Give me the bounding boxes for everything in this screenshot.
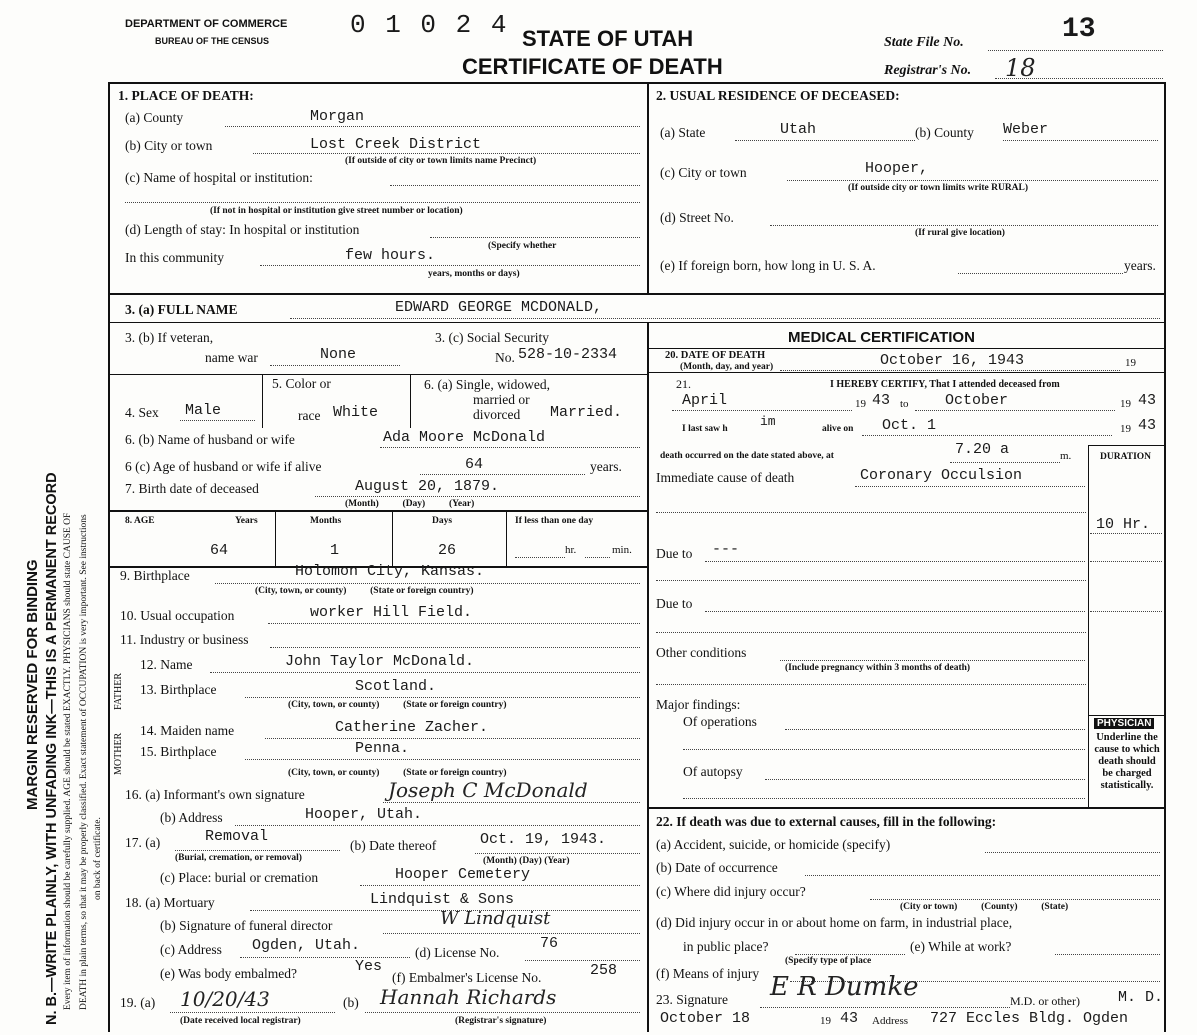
industry-label: 11. Industry or business — [120, 632, 249, 647]
license-value: 76 — [540, 935, 559, 952]
disposition-value: Removal — [205, 828, 269, 845]
margin-instructions-2: DEATH in plain terms, so that it may be properly classified. Exact statement of OCCUPATION is very important. See instructions — [79, 514, 89, 1010]
spouse-age-unit: years. — [590, 459, 622, 474]
attended-to-year: 43 — [1138, 392, 1157, 409]
spouse-age-label: 6 (c) Age of husband or wife if alive — [125, 459, 322, 474]
attended-from-year: 43 — [872, 392, 891, 409]
department-label: DEPARTMENT OF COMMERCE — [125, 18, 288, 30]
serial-number: 0 1 0 2 4 — [350, 10, 509, 40]
father-name-value: John Taylor McDonald. — [285, 653, 475, 670]
community-label: In this community — [125, 250, 224, 265]
attended-from-year-prefix: 19 — [855, 398, 866, 410]
age-months-value: 1 — [330, 542, 340, 559]
external-c-label: (c) Where did injury occur? — [656, 884, 806, 899]
certificate-title: CERTIFICATE OF DEATH — [462, 54, 723, 79]
age-years-value: 64 — [210, 542, 229, 559]
registrar-date: 10/20/43 — [180, 987, 270, 1011]
hospital-label: (c) Name of hospital or institution: — [125, 170, 313, 185]
mortuary-value: Lindquist & Sons — [370, 891, 515, 908]
signature-year-prefix: 19 — [820, 1015, 831, 1027]
license-label: (d) License No. — [415, 945, 500, 960]
external-d-label-2: in public place? — [683, 939, 769, 954]
other-conditions-label: Other conditions — [656, 645, 747, 660]
father-birthplace-label: 13. Birthplace — [140, 682, 217, 697]
immediate-cause-value: Coronary Occulsion — [860, 467, 1023, 484]
birthplace-value: Holomon City, Kansas. — [295, 563, 485, 580]
death-occurred-label: death occurred on the date stated above, at — [660, 451, 834, 461]
binding-margin — [0, 0, 105, 1035]
burial-date-note: (Month) (Day) (Year) — [483, 856, 570, 866]
stay-label: (d) Length of stay: In hospital or institution — [125, 222, 360, 237]
due-to-1-value: --- — [712, 541, 740, 558]
attended-from-month: April — [682, 392, 728, 409]
father-birthplace-value: Scotland. — [355, 678, 437, 695]
burial-date-label: (b) Date thereof — [350, 838, 437, 853]
last-saw-label: I last saw h — [682, 424, 728, 434]
informant-signature: Joseph C McDonald — [388, 778, 588, 802]
state-file-label: State File No. — [884, 35, 964, 50]
war-label: name war — [205, 350, 258, 365]
hospital-note: (If not in hospital or institution give street number or location) — [210, 206, 463, 216]
mother-side-label: MOTHER — [113, 732, 124, 775]
place-type-note: (Specify type of place — [785, 956, 872, 966]
medical-heading: MEDICAL CERTIFICATION — [788, 329, 975, 346]
mother-maiden-label: 14. Maiden name — [140, 723, 235, 738]
residence-state-label: (a) State — [660, 125, 706, 140]
registrar-number: 18 — [1005, 54, 1036, 82]
informant-address-label: (b) Address — [160, 810, 223, 825]
age-days-label: Days — [432, 516, 453, 526]
duration-value: 10 Hr. — [1096, 516, 1151, 533]
mother-birthplace-note: (City, town, or county) (State or foreign country) — [288, 768, 507, 778]
attended-to-year-prefix: 19 — [1120, 398, 1131, 410]
external-e-label: (e) While at work? — [910, 939, 1012, 954]
attended-to-label: to — [900, 398, 909, 410]
death-time-value: 7.20 a — [955, 441, 1010, 458]
residence-city-note: (If outside city or town limits write RURAL) — [848, 183, 1029, 193]
marital-label-2: married or — [473, 392, 530, 407]
death-date-year-suffix: 19 — [1125, 357, 1136, 369]
state-file-number: 13 — [1062, 14, 1096, 45]
alive-on-year-prefix: 19 — [1120, 423, 1131, 435]
mother-maiden-value: Catherine Zacher. — [335, 719, 489, 736]
units-note: years, months or days) — [428, 269, 520, 279]
mortuary-address-label: (c) Address — [160, 942, 222, 957]
burial-place-value: Hooper Cemetery — [395, 866, 531, 883]
marital-value: Married. — [550, 404, 623, 421]
alive-on-year: 43 — [1138, 417, 1157, 434]
specify-note: (Specify whether — [488, 241, 557, 251]
occupation-value: worker Hill Field. — [310, 604, 473, 621]
other-conditions-note: (Include pregnancy within 3 months of death) — [785, 663, 971, 673]
age-months-label: Months — [310, 516, 342, 526]
registrar-no-label: Registrar's No. — [884, 63, 972, 78]
burial-place-label: (c) Place: burial or cremation — [160, 870, 319, 885]
registrar-label: 19. (a) — [120, 995, 156, 1010]
residence-street-label: (d) Street No. — [660, 210, 734, 225]
full-name-value: EDWARD GEORGE MCDONALD, — [395, 299, 603, 316]
attended-to-month: October — [945, 392, 1009, 409]
birthplace-note: (City, town, or county) (State or foreign country) — [255, 586, 474, 596]
marital-label-1: 6. (a) Single, widowed, — [424, 377, 550, 392]
birthplace-label: 9. Birthplace — [120, 568, 190, 583]
place-of-death-heading: 1. PLACE OF DEATH: — [118, 88, 254, 103]
spouse-label: 6. (b) Name of husband or wife — [125, 432, 295, 447]
signature-address-label: Address — [872, 1015, 909, 1027]
birth-date-parts: (Month) (Day) (Year) — [345, 499, 475, 509]
embalmer-license-label: (f) Embalmer's License No. — [392, 970, 542, 985]
death-county-value: Morgan — [310, 108, 365, 125]
residence-city-label: (c) City or town — [660, 165, 747, 180]
margin-instructions-3: on back of certificate. — [93, 817, 103, 900]
duration-label: DURATION — [1100, 452, 1152, 462]
community-value: few hours. — [345, 247, 436, 264]
autopsy-label: Of autopsy — [683, 764, 743, 779]
war-value: None — [320, 346, 357, 363]
age-min-label: min. — [612, 544, 632, 556]
birth-date-label: 7. Birth date of deceased — [125, 481, 259, 496]
signature-label: 23. Signature — [656, 992, 728, 1007]
death-time-m-label: m. — [1060, 450, 1072, 462]
sex-value: Male — [185, 402, 222, 419]
registrar-signature: Hannah Richards — [380, 985, 557, 1009]
signature-date: October 18 — [660, 1010, 751, 1027]
informant-sig-label: 16. (a) Informant's own signature — [125, 787, 305, 802]
registrar-date-note: (Date received local registrar) — [180, 1016, 301, 1026]
external-f-label: (f) Means of injury — [656, 966, 760, 981]
father-side-label: FATHER — [113, 672, 124, 710]
birth-date-value: August 20, 1879. — [355, 478, 500, 495]
due-to-1-label: Due to — [656, 546, 693, 561]
death-city-note: (If outside of city or town limits name Precinct) — [345, 156, 537, 166]
death-date-note: (Month, day, and year) — [680, 362, 774, 372]
race-value: White — [333, 404, 379, 421]
veteran-label: 3. (b) If veteran, — [125, 330, 214, 345]
embalmer-license-value: 258 — [590, 962, 618, 979]
residence-street-note: (If rural give location) — [915, 228, 1005, 238]
informant-address-value: Hooper, Utah. — [305, 806, 423, 823]
mortuary-label: 18. (a) Mortuary — [125, 895, 215, 910]
disposition-label: 17. (a) — [125, 835, 161, 850]
father-name-label: 12. Name — [140, 657, 193, 672]
full-name-label: 3. (a) FULL NAME — [125, 302, 238, 317]
margin-instructions-1: Every item of information should be carefully supplied. AGE should be stated EXACTLY. PHYSICIANS should state CAUSE OF — [63, 512, 73, 1010]
certify-number: 21. — [676, 377, 691, 391]
md-label: M.D. or other) — [1010, 994, 1080, 1008]
death-date-label: 20. DATE OF DEATH — [665, 350, 766, 361]
age-years-label: Years — [235, 516, 258, 526]
death-city-value: Lost Creek District — [310, 136, 482, 153]
mother-birthplace-label: 15. Birthplace — [140, 744, 217, 759]
disposition-note: (Burial, cremation, or removal) — [175, 853, 302, 863]
due-to-2-label: Due to — [656, 596, 693, 611]
ss-label: 3. (c) Social Security — [435, 330, 549, 345]
foreign-born-label: (e) If foreign born, how long in U. S. A. — [660, 258, 876, 273]
state-title: STATE OF UTAH — [522, 26, 694, 51]
director-sig-label: (b) Signature of funeral director — [160, 918, 333, 933]
external-a-label: (a) Accident, suicide, or homicide (specify) — [656, 837, 891, 852]
father-birthplace-note: (City, town, or county) (State or foreign country) — [288, 700, 507, 710]
residence-state-value: Utah — [780, 121, 817, 138]
death-city-label: (b) City or town — [125, 138, 213, 153]
burial-date-value: Oct. 19, 1943. — [480, 831, 607, 848]
lt-one-day-label: If less than one day — [515, 516, 594, 526]
md-value: M. D. — [1118, 989, 1164, 1006]
external-b-label: (b) Date of occurrence — [656, 860, 778, 875]
signature-year: 43 — [840, 1010, 859, 1027]
occupation-label: 10. Usual occupation — [120, 608, 235, 623]
age-days-value: 26 — [438, 542, 457, 559]
certify-text: I HEREBY CERTIFY, That I attended deceased from — [830, 379, 1060, 390]
death-date-value: October 16, 1943 — [880, 352, 1025, 369]
spouse-age-value: 64 — [465, 456, 484, 473]
marital-label-3: divorced — [473, 407, 521, 422]
registrar-sig-note: (Registrar's signature) — [455, 1016, 547, 1026]
residence-county-label: (b) County — [915, 125, 974, 140]
death-county-label: (a) County — [125, 110, 184, 125]
residence-county-value: Weber — [1003, 121, 1049, 138]
major-findings-label: Major findings: — [656, 697, 741, 712]
operations-label: Of operations — [683, 714, 757, 729]
mortuary-address-value: Ogden, Utah. — [252, 937, 361, 954]
bureau-label: BUREAU OF THE CENSUS — [155, 36, 270, 46]
ss-no-value: 528-10-2334 — [518, 346, 618, 363]
signature-address: 727 Eccles Bldg. Ogden — [930, 1010, 1129, 1027]
age-label: 8. AGE — [125, 516, 155, 526]
alive-on-value: Oct. 1 — [882, 417, 937, 434]
spouse-value: Ada Moore McDonald — [383, 429, 546, 446]
physician-box-text: Underline the cause to which death should be charged statistically. — [1094, 732, 1160, 791]
mother-birthplace-value: Penna. — [355, 740, 410, 757]
physician-signature: E R Dumke — [770, 972, 919, 1002]
embalmed-label: (e) Was body embalmed? — [160, 966, 297, 981]
last-saw-pronoun: im — [760, 414, 776, 429]
margin-ink-note: N. B.—WRITE PLAINLY, WITH UNFADING INK—THIS IS A PERMANENT RECORD — [44, 472, 60, 1025]
sex-label: 4. Sex — [125, 405, 159, 420]
external-d-label: (d) Did injury occur in or about home on farm, in industrial place, — [656, 915, 1013, 930]
ss-no-label: No. — [495, 350, 515, 365]
alive-on-label: alive on — [822, 424, 854, 434]
color-label: 5. Color or — [272, 376, 331, 391]
race-label: race — [298, 408, 321, 423]
margin-binding-note: MARGIN RESERVED FOR BINDING — [24, 559, 41, 810]
external-causes-heading: 22. If death was due to external causes, fill in the following: — [656, 814, 997, 829]
age-hr-label: hr. — [565, 544, 577, 556]
director-signature: W Lindquist — [440, 908, 551, 929]
registrar-b-label: (b) — [343, 995, 359, 1010]
residence-city-value: Hooper, — [865, 160, 929, 177]
embalmed-value: Yes — [355, 958, 383, 975]
foreign-years-label: years. — [1124, 258, 1156, 273]
external-c-note: (City or town) (County) (State) — [900, 902, 1069, 912]
residence-heading: 2. USUAL RESIDENCE OF DECEASED: — [656, 88, 900, 103]
physician-box-title: PHYSICIAN — [1094, 718, 1154, 729]
immediate-cause-label: Immediate cause of death — [656, 470, 795, 485]
